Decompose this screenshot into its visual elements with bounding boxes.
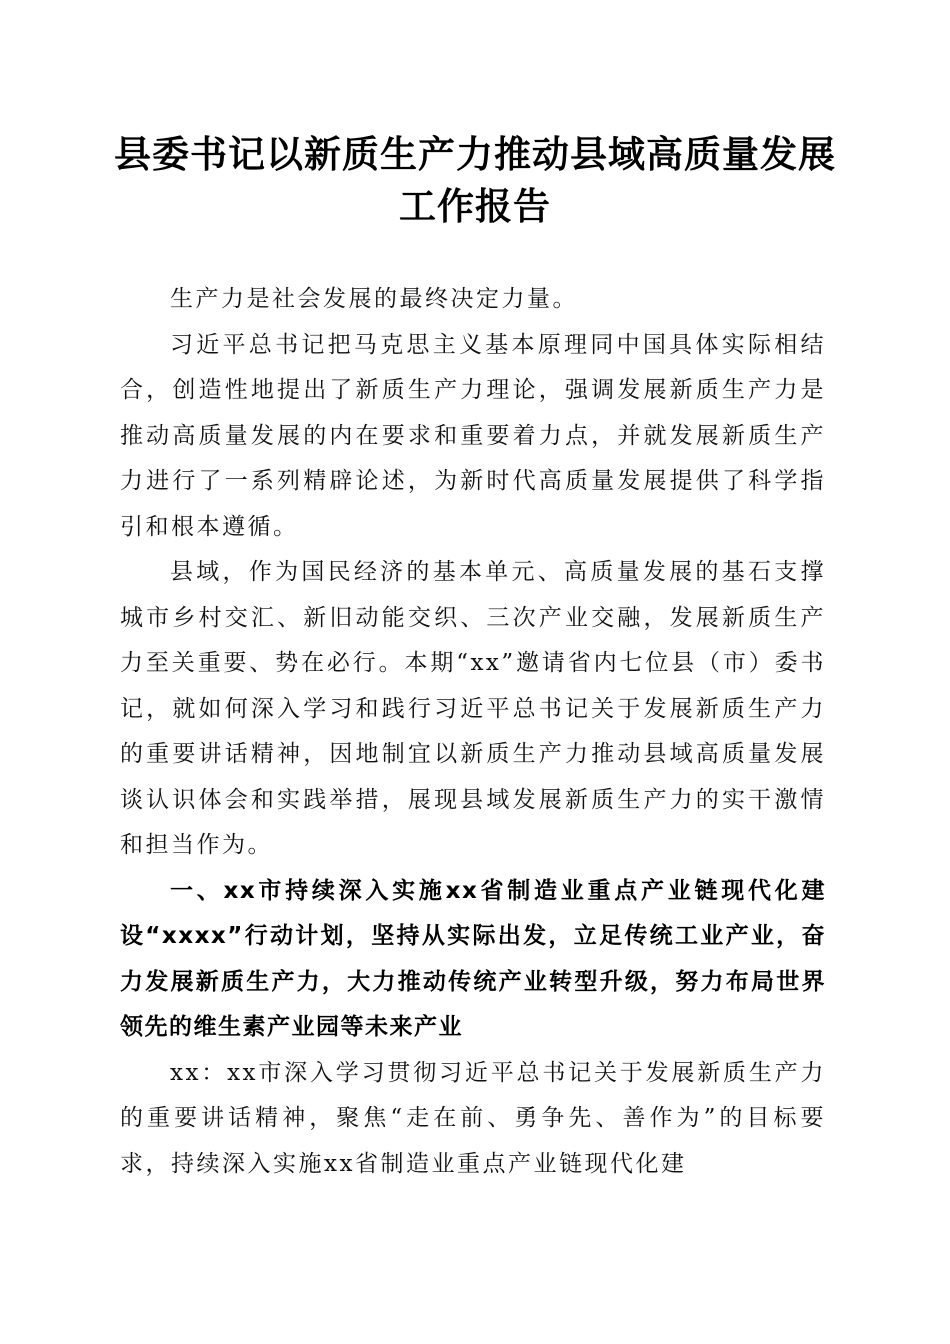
paragraph-intro: 生产力是社会发展的最终决定力量。	[170, 286, 578, 312]
section-heading-1: 一、xx市持续深入实施xx省制造业重点产业链现代化建设“xxxx”行动计划，坚持从实际出发，立足传统工业产业，奋力发展新质生产力，大力推动传统产业转型升级，努力布局世界领先的维生素产业园等未来产业	[120, 877, 826, 1040]
document-body	[120, 277, 826, 1187]
section-paragraph-1: xx：xx市深入学习贯彻习近平总书记关于发展新质生产力的重要讲话精神，聚焦“走在前、勇争先、善作为”的目标要求，持续深入实施xx省制造业重点产业链现代化建	[120, 1059, 826, 1177]
paragraph-theory: 习近平总书记把马克思主义基本原理同中国具体实际相结合，创造性地提出了新质生产力理论，强调发展新质生产力是推动高质量发展的内在要求和重要着力点，并就发展新质生产力进行了一系列精辟论述，为新时代高质量发展提供了科学指引和根本遵循。	[120, 331, 826, 540]
document-title: 县委书记以新质生产力推动县域高质量发展工作报告	[114, 132, 836, 228]
paragraph-county: 县域，作为国民经济的基本单元、高质量发展的基石支撑城市乡村交汇、新旧动能交织、三次产业交融，发展新质生产力至关重要、势在必行。本期“xx”邀请省内七位县（市）委书记，就如何深入学习和践行习近平总书记关于发展新质生产力的重要讲话精神，因地制宜以新质生产力推动县域高质量发展谈认识体会和实践举措，展现县域发展新质生产力的实干激情和担当作为。	[120, 559, 826, 858]
